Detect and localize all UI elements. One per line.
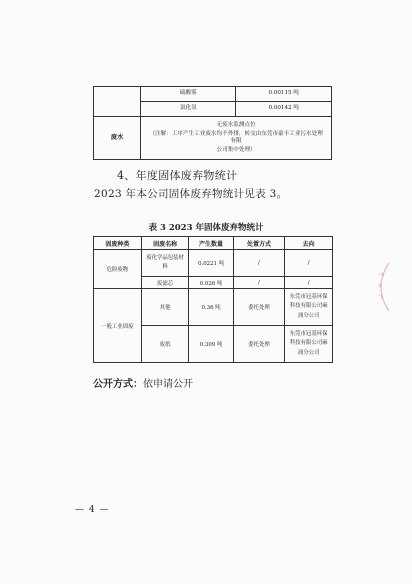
table-cell: / <box>285 250 333 277</box>
wastewater-note <box>141 117 332 160</box>
cell-line: 东莞市冠基环保 <box>289 294 328 301</box>
cell-line: 东莞市冠基环保 <box>289 331 328 338</box>
column-header: 产生数量 <box>189 237 233 250</box>
disclosure-line <box>93 375 193 390</box>
solid-waste-table <box>93 236 333 363</box>
cell-line: 科技有限公司麻 <box>289 303 328 310</box>
table-cell: 委托处理 <box>233 326 285 363</box>
emissions-table <box>93 86 332 160</box>
cell-line: 科技有限公司麻 <box>289 340 328 347</box>
table-cell: 0.309 吨 <box>189 326 233 363</box>
table-row <box>94 250 333 277</box>
table-cell: / <box>285 277 333 289</box>
cell-line: 料 <box>162 264 168 270</box>
table-row <box>94 87 332 102</box>
table-cell <box>94 87 141 117</box>
table-cell: 废滤芯 <box>141 277 189 289</box>
table-cell: 0.00142 吨 <box>236 102 332 117</box>
table-cell: 0.36 吨 <box>189 289 233 326</box>
page-number: — 4 — <box>75 505 110 515</box>
table-cell <box>141 250 189 277</box>
category-cell: 一般工业固废 <box>94 289 142 363</box>
column-header: 固废名称 <box>141 237 189 250</box>
table-cell: 0.00115 吨 <box>236 87 332 102</box>
table-cell: 硫酸雾 <box>141 87 236 102</box>
table-cell <box>285 289 333 326</box>
column-header: 处置方式 <box>233 237 285 250</box>
column-header: 固废种类 <box>94 237 142 250</box>
table-row <box>94 289 333 326</box>
table-cell <box>285 326 333 363</box>
table-cell: 废纸 <box>141 326 189 363</box>
disclosure-value: 依申请公开 <box>143 379 193 390</box>
table-cell: 委托处理 <box>233 289 285 326</box>
wastewater-label: 废水 <box>94 117 141 160</box>
table-cell: / <box>233 277 285 289</box>
note-line: 无废水监测点位 <box>216 122 256 128</box>
table-cell: / <box>233 250 285 277</box>
disclosure-label: 公开方式： <box>93 379 143 390</box>
table-cell: 氯化氢 <box>141 102 236 117</box>
table-cell: 0.026 吨 <box>189 277 233 289</box>
table-cell: 其他 <box>141 289 189 326</box>
table-header-row <box>94 237 333 250</box>
table-title: 表 3 2023 年固体废弃物统计 <box>148 223 264 233</box>
cell-line: 涌分公司 <box>297 312 320 319</box>
column-header: 去向 <box>285 237 333 250</box>
section-heading: 4、年度固体废弃物统计 <box>117 169 238 182</box>
table-row <box>94 117 332 160</box>
section-intro: 2023 年本公司固体废弃物统计见表 3。 <box>94 188 288 200</box>
seal-stamp-icon <box>369 261 395 313</box>
cell-line: 涌分公司 <box>297 349 320 356</box>
table-cell: 0.0221 吨 <box>189 250 233 277</box>
note-line: （注解：工序产生工业废水均不外排，转交由东莞市豪丰工业污水处理有限 <box>149 130 323 145</box>
note-line: 公司集中处理） <box>216 146 256 153</box>
cell-line: 废化学品包装材 <box>146 254 184 261</box>
category-cell: 危险废物 <box>94 250 142 289</box>
